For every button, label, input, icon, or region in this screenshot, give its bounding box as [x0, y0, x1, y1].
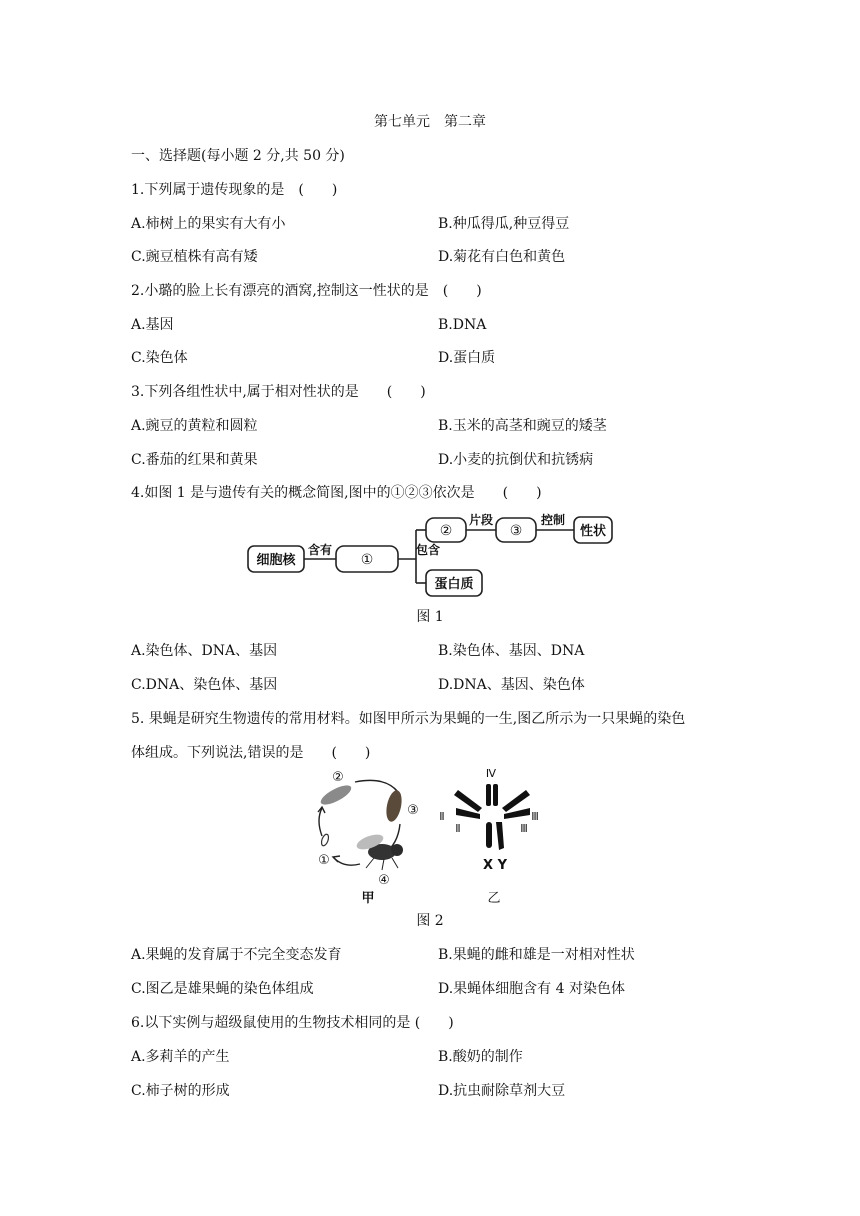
chromosome-iii-label-lower: Ⅲ — [520, 822, 528, 835]
node-protein-label: 蛋白质 — [434, 577, 474, 592]
question-5-stem-line-2: 体组成。下列说法,错误的是 ( ) — [131, 745, 371, 761]
question-4-option-a: A.染色体、DNA、基因 — [131, 643, 278, 659]
question-2-option-a: A.基因 — [131, 317, 174, 333]
panel-b-label: 乙 — [487, 891, 501, 906]
question-1-option-a: A.柿树上的果实有大有小 — [131, 216, 286, 232]
edge-has-label: 含有 — [307, 543, 333, 557]
edge-control-label: 控制 — [540, 513, 566, 527]
node-nucleus-label: 细胞核 — [256, 553, 296, 568]
question-1-option-b: B.种瓜得瓜,种豆得豆 — [438, 216, 570, 232]
node-1-label: ① — [360, 552, 374, 568]
question-3-option-a: A.豌豆的黄粒和圆粒 — [131, 418, 258, 434]
question-2-stem: 2.小璐的脸上长有漂亮的酒窝,控制这一性状的是 ( ) — [131, 283, 482, 299]
question-5-stem-line-1: 5. 果蝇是研究生物遗传的常用材料。如图甲所示为果蝇的一生,图乙所示为一只果蝇的染色 — [131, 711, 686, 727]
node-2-label: ② — [439, 523, 453, 539]
question-2-option-c: C.染色体 — [131, 350, 188, 366]
figure-1-concept-map — [240, 508, 630, 608]
question-3-stem: 3.下列各组性状中,属于相对性状的是 ( ) — [131, 384, 426, 400]
question-4-option-c: C.DNA、染色体、基因 — [131, 677, 278, 693]
question-4-stem: 4.如图 1 是与遗传有关的概念简图,图中的①②③依次是 ( ) — [131, 485, 542, 501]
chromosome-iv-label: Ⅳ — [485, 767, 497, 780]
question-1-option-c: C.豌豆植株有高有矮 — [131, 249, 258, 265]
figure-2-fruit-fly — [300, 762, 560, 908]
question-5-option-d: D.果蝇体细胞含有 4 对染色体 — [438, 981, 625, 997]
chromosome-set — [454, 784, 530, 850]
question-4-option-d: D.DNA、基因、染色体 — [438, 677, 585, 693]
node-trait-label: 性状 — [579, 524, 607, 539]
question-6-option-b: B.酸奶的制作 — [438, 1049, 523, 1065]
chromosome-iv-left — [486, 784, 491, 806]
pupa-icon — [384, 789, 404, 823]
question-2-option-d: D.蛋白质 — [438, 350, 496, 366]
chromosome-ii-label-upper: Ⅱ — [439, 810, 445, 823]
stage-1-label: ① — [318, 853, 330, 868]
question-6-option-d: D.抗虫耐除草剂大豆 — [438, 1083, 566, 1099]
panel-a-label: 甲 — [361, 891, 375, 906]
question-3-option-c: C.番茄的红果和黄果 — [131, 452, 258, 468]
sex-chromosome-label: X Y — [483, 858, 507, 873]
chromosome-iv-right — [493, 784, 498, 806]
question-5-option-c: C.图乙是雄果蝇的染色体组成 — [131, 981, 314, 997]
question-3-option-b: B.玉米的高茎和豌豆的矮茎 — [438, 418, 607, 434]
question-4-option-b: B.染色体、基因、DNA — [438, 643, 585, 659]
adult-fly-icon — [355, 832, 403, 870]
question-5-option-b: B.果蝇的雌和雄是一对相对性状 — [438, 947, 635, 963]
edge-segment-label: 片段 — [468, 513, 494, 527]
stage-3-label: ③ — [407, 803, 419, 818]
chromosome-iii-upper — [502, 790, 530, 812]
question-1-option-d: D.菊花有白色和黄色 — [438, 249, 566, 265]
chromosome-ii-label-lower: Ⅱ — [455, 822, 461, 835]
node-3-label: ③ — [509, 523, 523, 539]
chromosome-iii-label-upper: Ⅲ — [531, 810, 539, 823]
stage-4-label: ④ — [378, 873, 390, 888]
question-1-stem: 1.下列属于遗传现象的是 ( ) — [131, 182, 338, 198]
question-6-stem: 6.以下实例与超级鼠使用的生物技术相同的是 ( ) — [131, 1015, 454, 1031]
figure-2-caption: 图 2 — [416, 913, 444, 929]
question-3-option-d: D.小麦的抗倒伏和抗锈病 — [438, 452, 594, 468]
figure-1-caption: 图 1 — [416, 609, 444, 625]
section-heading: 一、选择题(每小题 2 分,共 50 分) — [131, 148, 345, 164]
larva-icon — [318, 782, 354, 809]
question-6-option-c: C.柿子树的形成 — [131, 1083, 230, 1099]
page-title: 第七单元 第二章 — [374, 114, 486, 130]
stage-2-label: ② — [332, 770, 344, 785]
edge-contains-label: 包含 — [415, 543, 441, 557]
question-6-option-a: A.多莉羊的产生 — [131, 1049, 230, 1065]
chromosome-x — [486, 822, 492, 848]
question-2-option-b: B.DNA — [438, 317, 487, 333]
fruit-fly-stages — [318, 782, 404, 870]
chromosome-y — [496, 822, 504, 850]
question-5-option-a: A.果蝇的发育属于不完全变态发育 — [131, 947, 342, 963]
